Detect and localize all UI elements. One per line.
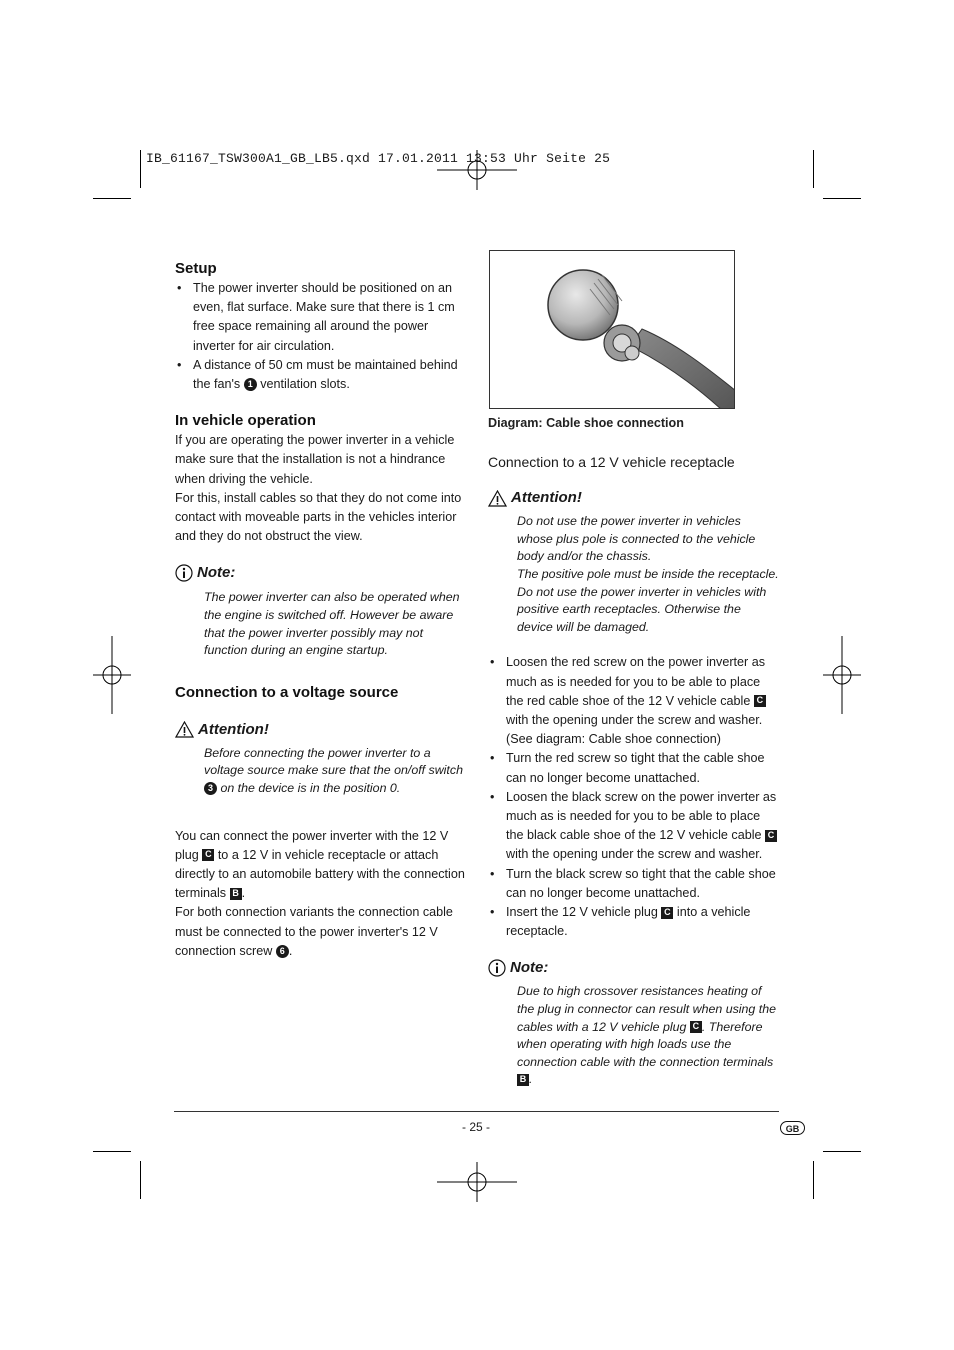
- part-letter-b: B: [517, 1074, 529, 1086]
- list-item: • Turn the black screw so tight that the cable shoe can no longer become unattached.: [488, 865, 780, 903]
- vehicle-heading: In vehicle operation: [175, 412, 316, 430]
- part-letter-b: B: [230, 888, 242, 900]
- note-label: Note:: [197, 564, 236, 582]
- file-slug: IB_61167_TSW300A1_GB_LB5.qxd 17.01.2011 13:53 Uhr Seite 25: [146, 151, 611, 166]
- part-letter-c: C: [765, 830, 777, 842]
- vehicle-para-1: If you are operating the power inverter in a vehicle make sure that the installation is not a hindrance when driving the vehicle.: [175, 433, 455, 486]
- part-number-3: 3: [204, 782, 217, 795]
- attention-box: [175, 720, 467, 740]
- page-number: - 25 -: [461, 1120, 490, 1134]
- list-item: • Loosen the black screw on the power inverter as much as is needed for you to be able to place the black cable shoe of the 12 V vehicle cable C with the opening under the screw and washer.: [488, 788, 780, 865]
- attention-box-right: [488, 488, 780, 508]
- list-item: • Insert the 12 V vehicle plug C into a vehicle receptacle.: [488, 903, 780, 941]
- photo-caption: Diagram: Cable shoe connection: [488, 416, 684, 430]
- setup-list: [175, 279, 467, 394]
- part-number-6: 6: [276, 945, 289, 958]
- voltage-para-1: You can connect the power inverter with the 12 V plug C to a 12 V in vehicle receptacle or attach directly to an automobile battery with the connection terminals B .: [175, 828, 465, 901]
- part-letter-c: C: [690, 1021, 702, 1033]
- language-badge: GB: [780, 1121, 805, 1135]
- note-text: The power inverter can also be operated when the engine is switched off. However be aware that the power inverter possibly may not function during an engine startup.: [204, 590, 460, 658]
- note-text-right: Due to high crossover resistances heating of the plug in connector can result when using the cables with a 12 V vehicle plug C . Therefore when operating with high loads use the connection cable with the connection terminals B .: [517, 984, 776, 1087]
- cable-shoe-illustration: [490, 251, 735, 409]
- attention-label: Attention!: [198, 720, 269, 738]
- attention-label: Attention!: [511, 489, 582, 507]
- voltage-heading: Connection to a voltage source: [175, 683, 399, 701]
- receptacle-steps: [488, 653, 780, 941]
- vehicle-para-2: For this, install cables so that they do not come into contact with moveable parts in the vehicles interior and they do not obstruct the view.: [175, 490, 462, 544]
- left-column: [175, 259, 467, 961]
- note-box-right: [488, 958, 780, 978]
- attention-text-2: The positive pole must be inside the receptacle. Do not use the power inverter in vehicles with positive earth receptacles. Otherwise the device will be damaged.: [517, 566, 779, 634]
- registration-mark-left: [93, 636, 131, 714]
- setup-heading: Setup: [175, 260, 217, 277]
- list-item: • Turn the red screw so tight that the cable shoe can no longer become unattached.: [488, 749, 780, 787]
- note-box: [175, 563, 467, 583]
- list-item: • Loosen the red screw on the power inverter as much as is needed for you to be able to place the red cable shoe of the 12 V vehicle cable C with the opening under the screw and washer. (See diagram: Cable shoe connection): [488, 653, 780, 749]
- attention-text: Before connecting the power inverter to a voltage source make sure that the on/off switch 3 on the device is in the position 0.: [204, 745, 463, 795]
- part-letter-c: C: [202, 849, 214, 861]
- attention-text-1: Do not use the power inverter in vehicles whose plus pole is connected to the vehicle body and/or the chassis.: [517, 514, 756, 564]
- part-letter-c: C: [661, 907, 673, 919]
- part-number-1: 1: [244, 378, 257, 391]
- registration-mark-top: [437, 150, 517, 190]
- registration-mark-bottom: [437, 1162, 517, 1202]
- voltage-para-2: For both connection variants the connection cable must be connected to the power inverter's 12 V connection screw 6 .: [175, 905, 453, 958]
- info-icon: [175, 564, 193, 582]
- right-column: [488, 414, 780, 1089]
- receptacle-heading: Connection to a 12 V vehicle receptacle: [488, 454, 735, 471]
- info-icon: [488, 959, 506, 977]
- list-item: • A distance of 50 cm must be maintained behind the fan's 1 ventilation slots.: [175, 356, 467, 394]
- part-letter-c: C: [754, 695, 766, 707]
- cable-shoe-photo: [489, 250, 735, 409]
- note-label: Note:: [510, 959, 549, 977]
- registration-mark-right: [823, 636, 861, 714]
- warning-icon: [175, 721, 194, 738]
- list-item: • The power inverter should be positioned on an even, flat surface. Make sure that there is 1 cm free space remaining all around the power inverter for air circulation.: [175, 279, 467, 356]
- footer-rule: [174, 1111, 779, 1112]
- warning-icon: [488, 490, 507, 507]
